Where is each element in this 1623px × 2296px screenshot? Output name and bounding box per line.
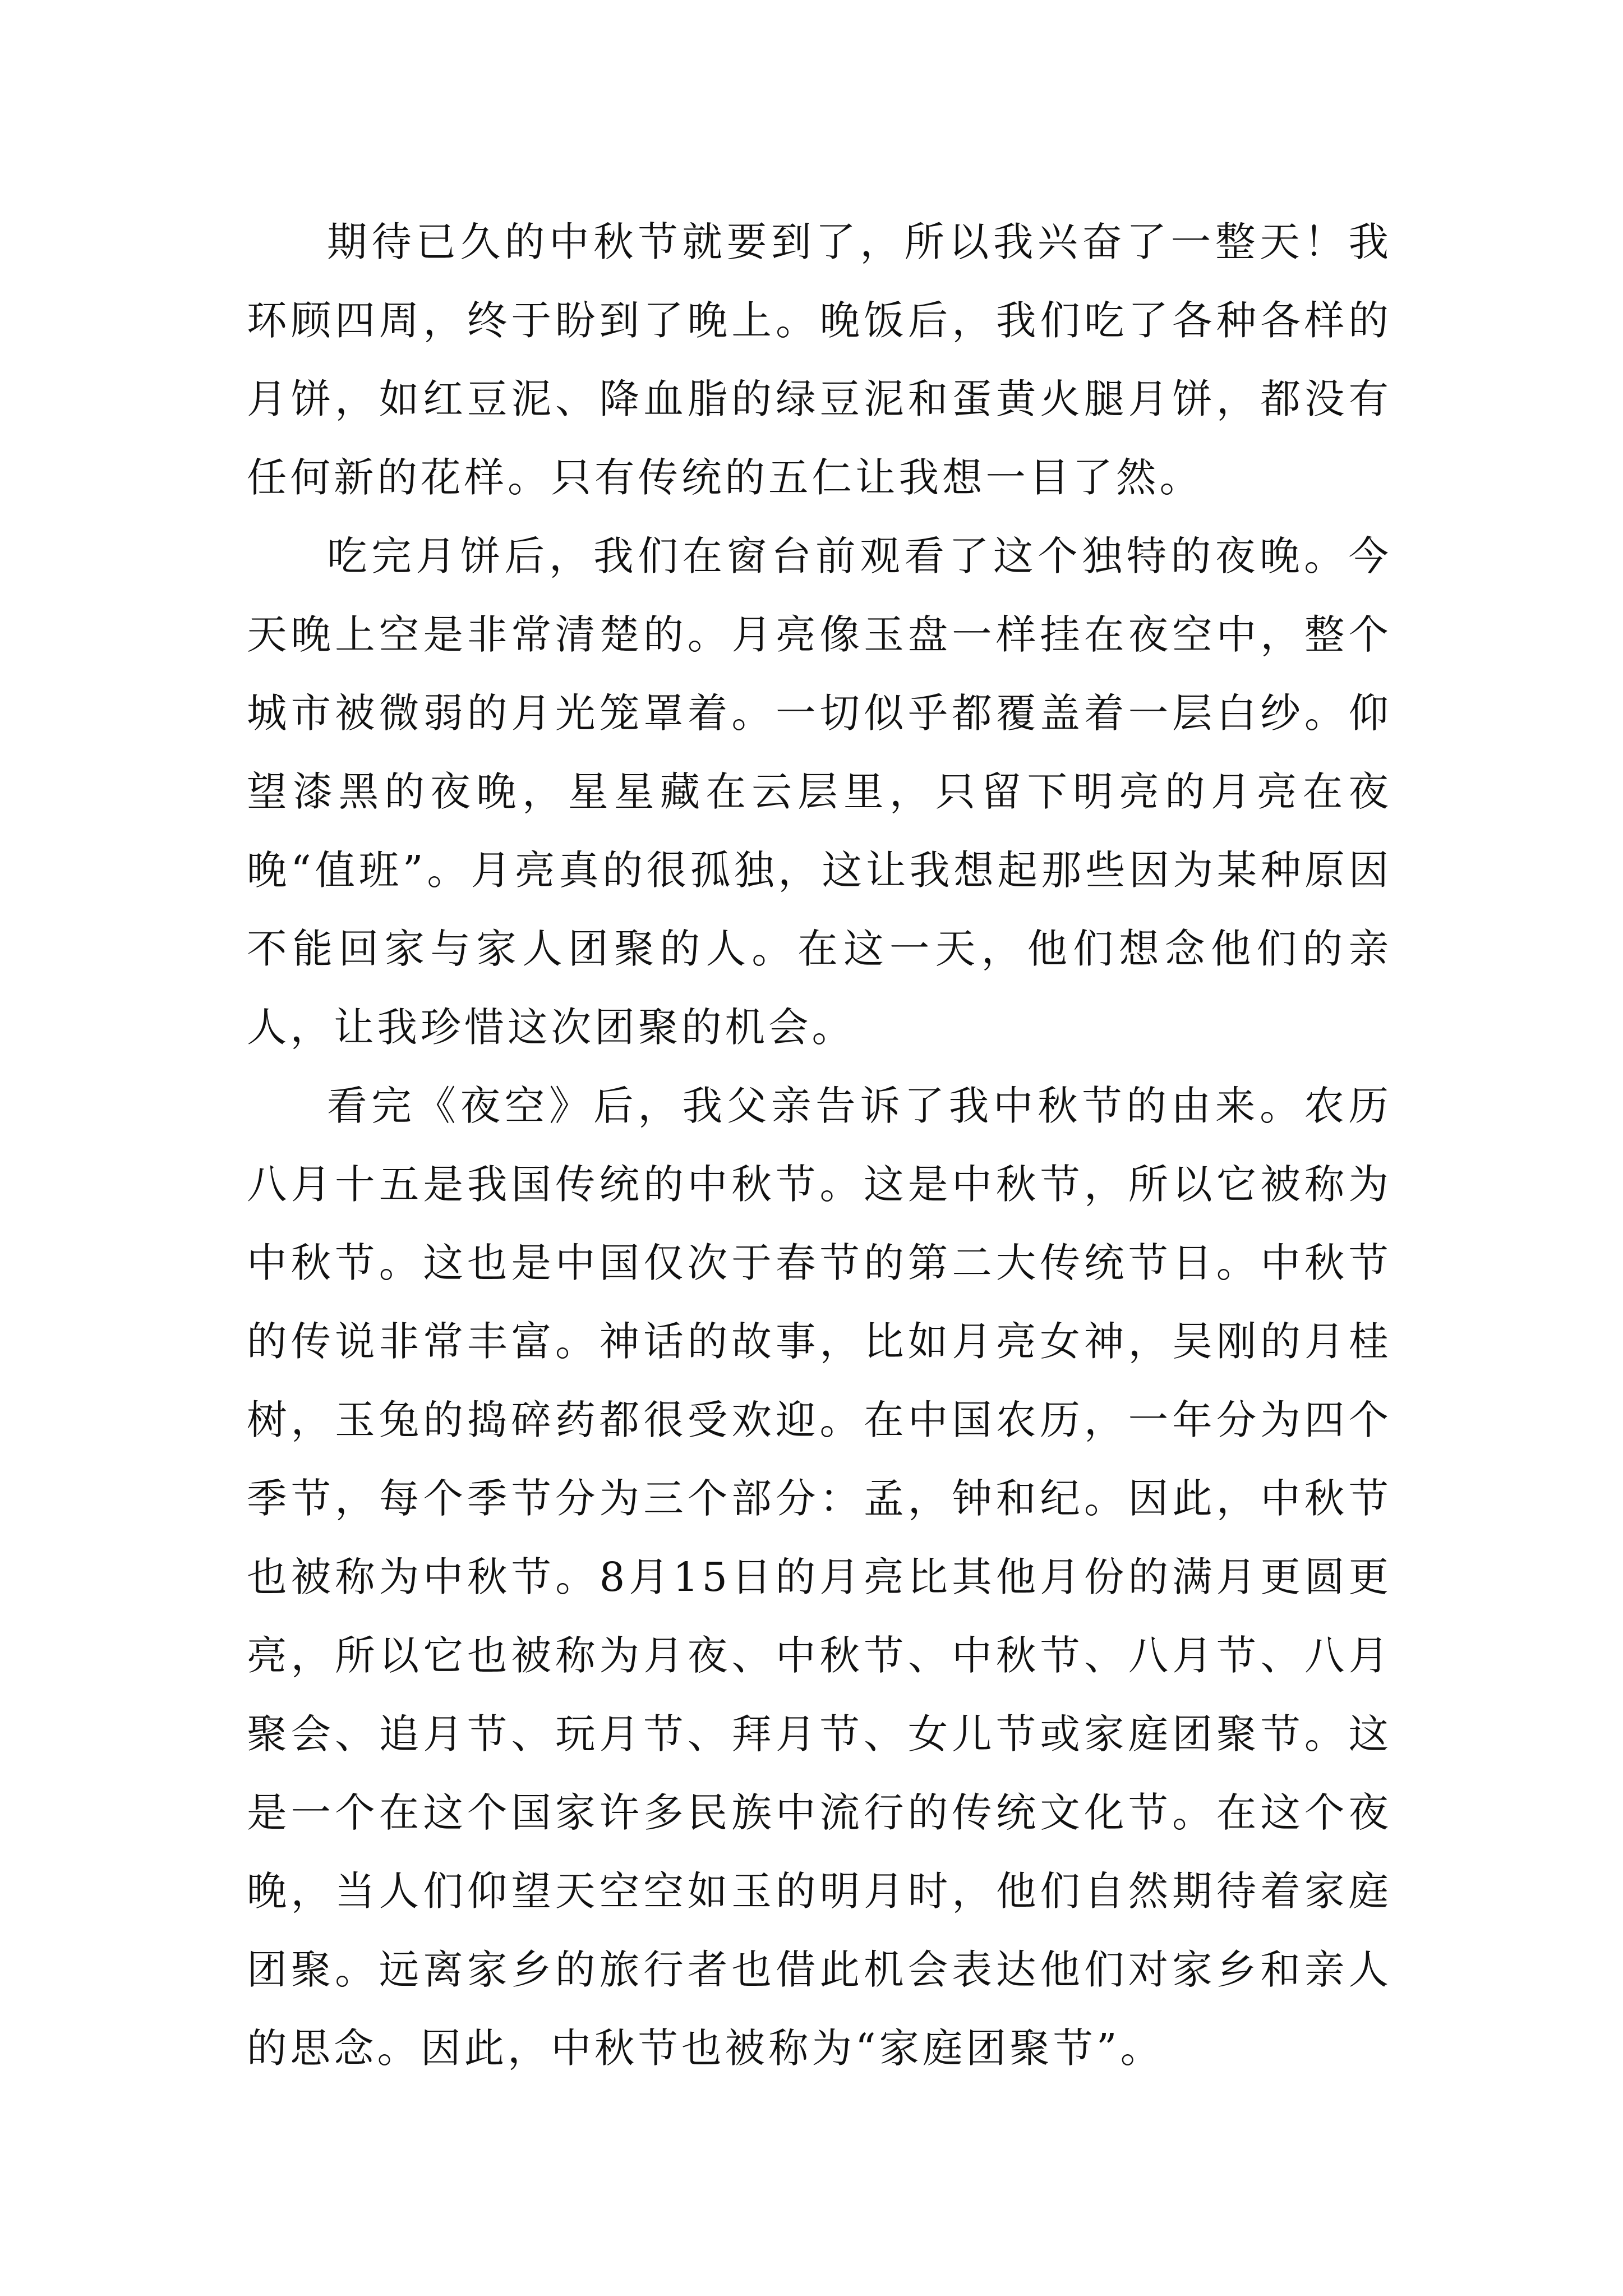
- document-body: [247, 203, 1392, 2088]
- paragraph-3: 看完《夜空》后，我父亲告诉了我中秋节的由来。农历八月十五是我国传统的中秋节。这是中秋节，所以它被称为中秋节。这也是中国仅次于春节的第二大传统节日。中秋节的传说非常丰富。神话的故事，比如月亮女神，吴刚的月桂树，玉兔的捣碎药都很受欢迎。在中国农历，一年分为四个季节，每个季节分为三个部分：孟，钟和纪。因此，中秋节也被称为中秋节。8月15日的月亮比其他月份的满月更圆更亮，所以它也被称为月夜、中秋节、中秋节、八月节、八月聚会、追月节、玩月节、拜月节、女儿节或家庭团聚节。这是一个在这个国家许多民族中流行的传统文化节。在这个夜晚，当人们仰望天空空如玉的明月时，他们自然期待着家庭团聚。远离家乡的旅行者也借此机会表达他们对家乡和亲人的思念。因此，中秋节也被称为“家庭团聚节”。: [247, 1083, 1392, 2072]
- paragraph-1: 期待已久的中秋节就要到了，所以我兴奋了一整天！我环顾四周，终于盼到了晚上。晚饭后，我们吃了各种各样的月饼，如红豆泥、降血脂的绿豆泥和蛋黄火腿月饼，都没有任何新的花样。只有传统的五仁让我想一目了然。: [247, 219, 1392, 501]
- paragraph-2: 吃完月饼后，我们在窗台前观看了这个独特的夜晚。今天晚上空是非常清楚的。月亮像玉盘一样挂在夜空中，整个城市被微弱的月光笼罩着。一切似乎都覆盖着一层白纱。仰望漆黑的夜晚，星星藏在云层里，只留下明亮的月亮在夜晚“值班”。月亮真的很孤独，这让我想起那些因为某种原因不能回家与家人团聚的人。在这一天，他们想念他们的亲人，让我珍惜这次团聚的机会。: [247, 533, 1392, 1051]
